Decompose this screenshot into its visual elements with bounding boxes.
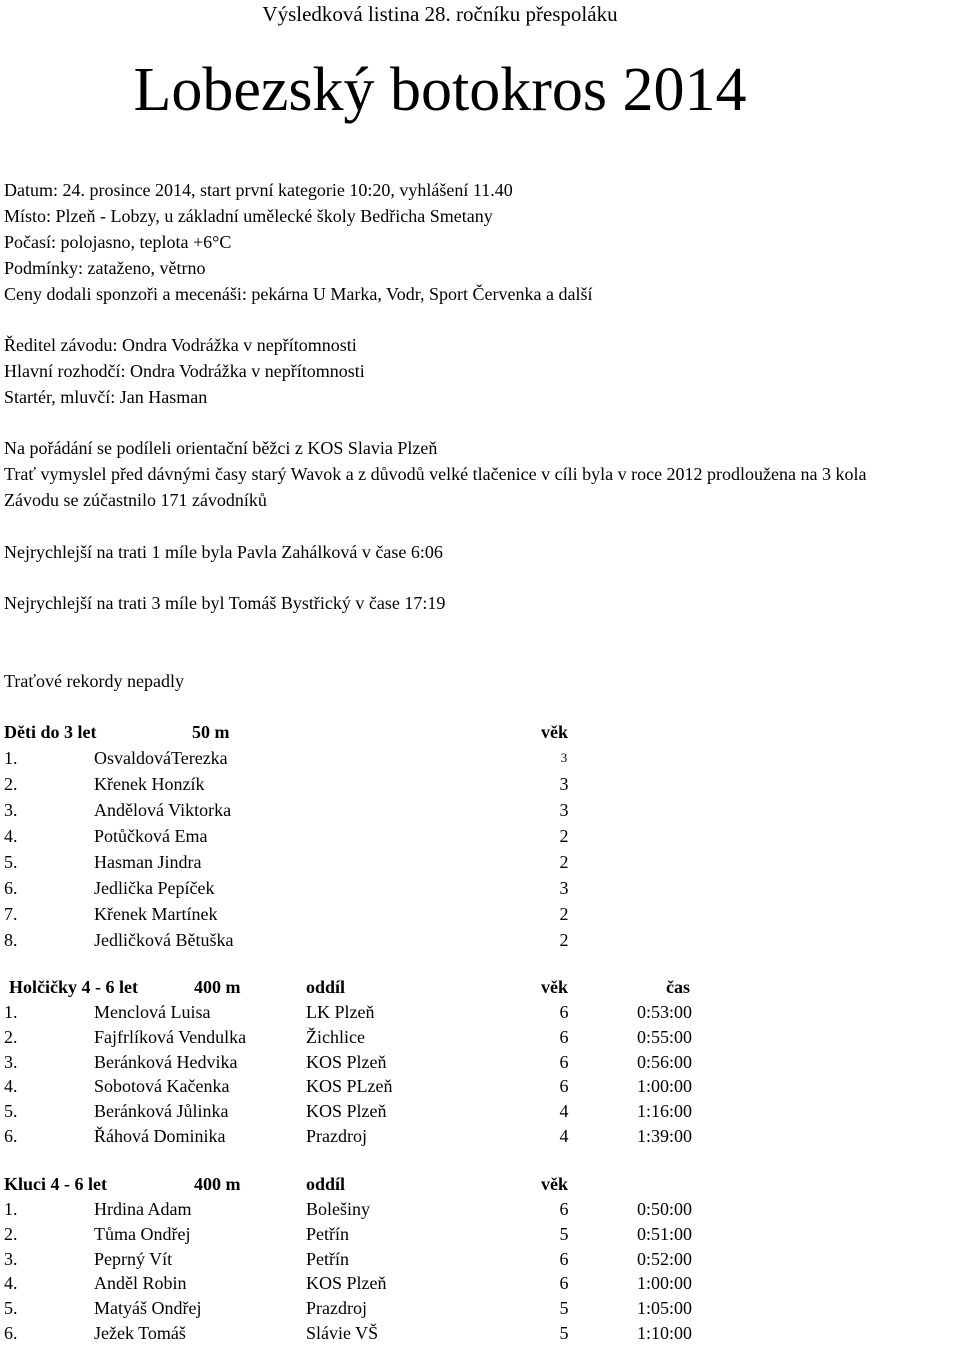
info-line-sponsors: Ceny dodali sponzoři a mecenáši: pekárna U Marka, Vodr, Sport Červenka a další <box>4 284 593 304</box>
age-header: věk <box>541 977 568 997</box>
category-name: Holčičky 4 - 6 let <box>9 977 138 997</box>
table-row <box>0 1073 960 1099</box>
result-age: 4 <box>559 1101 569 1122</box>
result-name: Hasman Jindra <box>94 852 202 872</box>
info-line-records: Traťové rekordy nepadly <box>4 671 184 691</box>
table-row <box>0 1221 960 1247</box>
result-age: 6 <box>559 1002 569 1022</box>
table-row <box>0 797 960 823</box>
result-time: 0:50:00 <box>636 1199 692 1219</box>
result-club: Bolešiny <box>306 1199 371 1219</box>
result-club: Petřín <box>306 1223 349 1244</box>
result-time: 0:55:00 <box>636 1026 692 1047</box>
result-name: Křenek Martínek <box>94 904 218 924</box>
result-name: Menclová Luisa <box>94 1002 211 1022</box>
result-age: 2 <box>559 904 569 924</box>
category-distance: 400 m <box>194 1174 241 1194</box>
result-name: Jedlička Pepíček <box>94 878 215 898</box>
result-name: Křenek Honzík <box>94 774 205 794</box>
result-rank: 5. <box>4 852 18 872</box>
result-name: Řáhová Dominika <box>94 1126 226 1146</box>
result-name: Hrdina Adam <box>94 1199 192 1219</box>
result-club: Prazdroj <box>306 1126 367 1146</box>
result-age: 3 <box>559 878 569 898</box>
result-name: Beránková Hedvika <box>94 1051 238 1072</box>
table-row <box>0 1049 960 1075</box>
result-rank: 2. <box>4 1026 18 1047</box>
result-age: 6 <box>559 1076 569 1097</box>
result-rank: 6. <box>4 878 18 898</box>
result-age: 6 <box>559 1051 569 1072</box>
result-club: KOS Plzeň <box>306 1273 387 1294</box>
table-row <box>0 1123 960 1149</box>
table-row <box>0 1098 960 1124</box>
result-rank: 5. <box>4 1101 18 1122</box>
result-time: 1:10:00 <box>636 1323 692 1343</box>
info-line-conditions: Podmínky: zataženo, větrno <box>4 258 206 278</box>
result-rank: 5. <box>4 1298 18 1319</box>
info-line-fastest-3-miles: Nejrychlejší na trati 3 míle byl Tomáš Bystřický v čase 17:19 <box>4 593 446 613</box>
result-age: 6 <box>559 1199 569 1219</box>
result-time: 0:52:00 <box>636 1248 692 1269</box>
category-name: Děti do 3 let <box>4 722 97 742</box>
result-name: Potůčková Ema <box>94 826 208 846</box>
result-rank: 1. <box>4 1002 18 1022</box>
info-line-referee: Hlavní rozhodčí: Ondra Vodrážka v nepřítomnosti <box>4 361 365 381</box>
table-row <box>0 901 960 927</box>
result-age: 5 <box>559 1298 569 1319</box>
table-row <box>0 1320 960 1346</box>
table-row <box>0 849 960 875</box>
info-line-participants: Závodu se zúčastnilo 171 závodníků <box>4 490 267 510</box>
table-row <box>0 999 960 1025</box>
result-rank: 3. <box>4 1248 18 1269</box>
age-header: věk <box>541 722 568 742</box>
result-age: 3 <box>559 800 569 820</box>
info-line-date: Datum: 24. prosince 2014, start první kategorie 10:20, vyhlášení 11.40 <box>4 180 513 200</box>
result-time: 1:00:00 <box>636 1076 692 1097</box>
result-time: 0:56:00 <box>636 1051 692 1072</box>
info-line-course: Trať vymyslel před dávnými časy starý Wavok a z důvodů velké tlačenice v cíli byla v roce 2012 prodloužena na 3 kola <box>4 464 867 484</box>
result-club: Petřín <box>306 1248 349 1269</box>
result-name: Beránková Jůlinka <box>94 1101 229 1122</box>
info-line-weather: Počasí: polojasno, teplota +6°C <box>4 232 232 252</box>
result-club: Žichlice <box>306 1026 365 1047</box>
result-age: 6 <box>559 1026 569 1047</box>
result-club: KOS PLzeň <box>306 1076 393 1097</box>
result-age: 3 <box>560 750 568 765</box>
info-line-place: Místo: Plzeň - Lobzy, u základní umělecké školy Bedřicha Smetany <box>4 206 493 226</box>
page-title: Lobezský botokros 2014 <box>133 56 747 124</box>
table-row <box>0 1024 960 1050</box>
table-row <box>0 771 960 797</box>
result-club: KOS Plzeň <box>306 1101 387 1122</box>
result-name: Andělová Viktorka <box>94 800 232 820</box>
result-name: Ježek Tomáš <box>94 1323 186 1343</box>
age-header: věk <box>541 1174 568 1194</box>
result-name: Matyáš Ondřej <box>94 1298 202 1319</box>
result-name: Tůma Ondřej <box>94 1223 191 1244</box>
result-age: 2 <box>559 852 569 872</box>
result-rank: 2. <box>4 1223 18 1244</box>
category-distance: 400 m <box>194 977 241 997</box>
table-row <box>0 745 960 771</box>
table-row <box>0 1270 960 1296</box>
result-age: 2 <box>559 930 569 950</box>
info-line-starter: Startér, mluvčí: Jan Hasman <box>4 387 208 407</box>
table-row <box>0 1295 960 1321</box>
info-line-fastest-1-mile: Nejrychlejší na trati 1 míle byla Pavla Zahálková v čase 6:06 <box>4 542 443 562</box>
result-rank: 7. <box>4 904 18 924</box>
table-row <box>0 1196 960 1222</box>
result-age: 5 <box>559 1323 569 1343</box>
club-header: oddíl <box>306 1174 346 1194</box>
table-row <box>0 875 960 901</box>
result-club: LK Plzeň <box>306 1002 375 1022</box>
result-club: Prazdroj <box>306 1298 367 1319</box>
info-line-organizers: Na pořádání se podíleli orientační běžci z KOS Slavia Plzeň <box>4 438 438 458</box>
result-rank: 3. <box>4 800 18 820</box>
result-age: 4 <box>559 1126 569 1146</box>
table-row <box>0 927 960 953</box>
time-header: čas <box>666 977 690 997</box>
result-name: Sobotová Kačenka <box>94 1076 230 1097</box>
page-subtitle: Výsledková listina 28. ročníku přespoláku <box>262 2 618 26</box>
result-club: Slávie VŠ <box>306 1323 379 1343</box>
result-time: 1:39:00 <box>636 1126 692 1146</box>
result-rank: 3. <box>4 1051 18 1072</box>
result-time: 0:53:00 <box>636 1002 692 1022</box>
category-header <box>0 719 960 745</box>
result-age: 2 <box>559 826 569 846</box>
result-age: 3 <box>559 774 569 794</box>
category-header <box>0 974 960 1000</box>
info-line-director: Ředitel závodu: Ondra Vodrážka v nepřítomnosti <box>4 335 357 355</box>
result-name: OsvaldováTerezka <box>94 748 228 768</box>
result-age: 5 <box>559 1223 569 1244</box>
result-time: 1:00:00 <box>636 1273 692 1294</box>
result-club: KOS Plzeň <box>306 1051 387 1072</box>
category-distance: 50 m <box>192 722 230 742</box>
result-time: 0:51:00 <box>636 1223 692 1244</box>
result-rank: 8. <box>4 930 18 950</box>
result-rank: 4. <box>4 826 18 846</box>
result-rank: 1. <box>4 748 18 768</box>
result-name: Anděl Robin <box>94 1273 187 1294</box>
result-time: 1:05:00 <box>636 1298 692 1319</box>
category-header <box>0 1171 960 1197</box>
result-name: Jedličková Bětuška <box>94 930 234 950</box>
result-rank: 4. <box>4 1076 18 1097</box>
result-rank: 6. <box>4 1323 18 1343</box>
table-row <box>0 823 960 849</box>
table-row <box>0 1246 960 1272</box>
result-rank: 4. <box>4 1273 18 1294</box>
result-age: 6 <box>559 1273 569 1294</box>
result-rank: 6. <box>4 1126 18 1146</box>
result-rank: 1. <box>4 1199 18 1219</box>
result-name: Fajfrlíková Vendulka <box>94 1026 247 1047</box>
result-time: 1:16:00 <box>636 1101 692 1122</box>
category-name: Kluci 4 - 6 let <box>4 1174 107 1194</box>
club-header: oddíl <box>306 977 346 997</box>
result-age: 6 <box>559 1248 569 1269</box>
result-rank: 2. <box>4 774 18 794</box>
result-name: Peprný Vít <box>94 1248 173 1269</box>
